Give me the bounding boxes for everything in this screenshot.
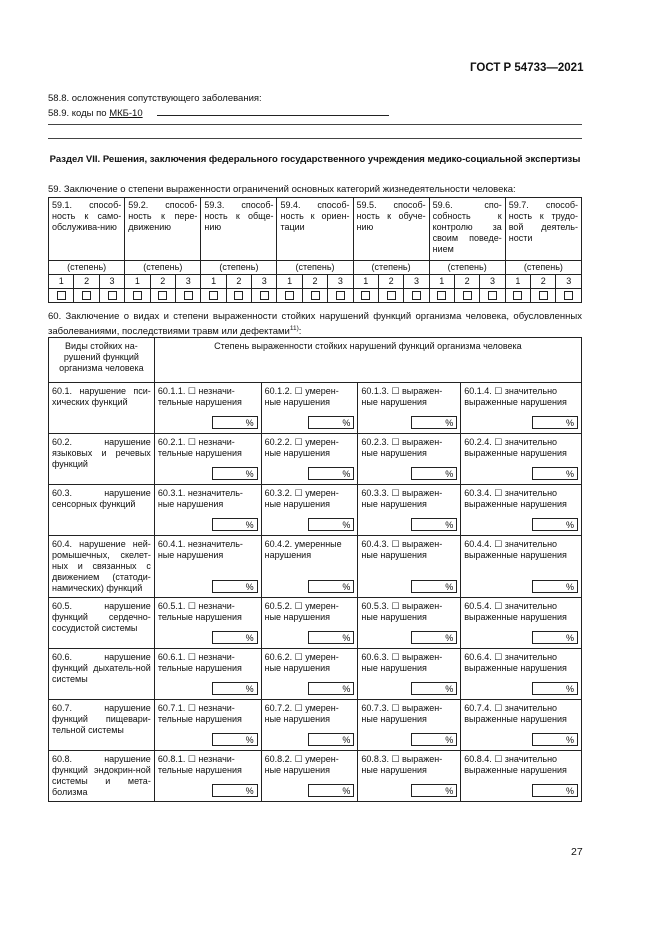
severity-option-label: 60.5.2. ☐ умерен-ные нарушения [264, 601, 339, 622]
level-checkbox-cell [176, 289, 201, 303]
question-59-text: 59. Заключение о степени выраженности ограничений основных категорий жизнедеятельности человека: [48, 184, 516, 195]
level-number: 1 [429, 275, 454, 289]
level-number: 3 [480, 275, 505, 289]
table-row [49, 485, 582, 536]
severity-option[interactable] [358, 751, 461, 802]
severity-option[interactable] [358, 383, 461, 434]
severity-option[interactable] [358, 536, 461, 598]
impairment-type: 60.3. нарушение сенсорных функций [49, 485, 155, 536]
percent-input[interactable]: % [308, 416, 354, 429]
severity-option[interactable] [461, 700, 582, 751]
checkbox-59-7-1[interactable] [513, 291, 522, 300]
checkbox-59-4-1[interactable] [285, 291, 294, 300]
percent-input[interactable]: % [532, 784, 578, 797]
question-60-colon: : [298, 326, 302, 338]
severity-option-label: 60.4.3. ☐ выражен-ные нарушения [361, 539, 443, 560]
checkbox-59-3-2[interactable] [234, 291, 243, 300]
level-number: 1 [353, 275, 378, 289]
degree-label: (степень) [201, 261, 277, 275]
severity-option-label: 60.7.4. ☐ значительно выраженные нарушения [464, 703, 567, 724]
severity-option[interactable] [261, 700, 358, 751]
percent-input[interactable]: % [411, 467, 457, 480]
level-checkbox-cell [302, 289, 327, 303]
percent-input[interactable]: % [411, 733, 457, 746]
checkbox-59-5-2[interactable] [387, 291, 396, 300]
level-number: 2 [74, 275, 99, 289]
degree-label: (степень) [353, 261, 429, 275]
level-checkbox-cell [99, 289, 124, 303]
level-number: 3 [252, 275, 277, 289]
checkbox-59-2-2[interactable] [158, 291, 167, 300]
checkbox-59-3-3[interactable] [260, 291, 269, 300]
severity-option[interactable] [261, 598, 358, 649]
level-checkbox-cell [74, 289, 99, 303]
mkb-codes-field[interactable] [157, 106, 389, 116]
severity-option-label: 60.7.3. ☐ выражен-ные нарушения [361, 703, 443, 724]
percent-input[interactable]: % [308, 631, 354, 644]
percent-input[interactable]: % [308, 733, 354, 746]
severity-option[interactable] [461, 751, 582, 802]
table-row [49, 649, 582, 700]
level-checkbox-cell [49, 289, 74, 303]
category-59-4: 59.4. способ-ность к ориен-тации [277, 198, 353, 261]
severity-option-label: 60.1.2. ☐ умерен-ные нарушения [264, 386, 339, 407]
checkbox-59-7-3[interactable] [564, 291, 573, 300]
checkbox-59-4-2[interactable] [311, 291, 320, 300]
mkb-10-link[interactable]: МКБ-10 [109, 108, 143, 119]
checkbox-59-1-2[interactable] [82, 291, 91, 300]
impairments-table [48, 337, 582, 802]
severity-option[interactable] [461, 383, 582, 434]
impairment-type: 60.8. нарушение функций эндокрин-ной системы и мета-болизма [49, 751, 155, 802]
impairment-type: 60.1. нарушение пси-хических функций [49, 383, 155, 434]
level-checkbox-cell [353, 289, 378, 303]
percent-input[interactable]: % [212, 467, 258, 480]
percent-input[interactable]: % [308, 467, 354, 480]
level-checkbox-cell [556, 289, 582, 303]
percent-input[interactable]: % [308, 580, 354, 593]
level-number: 1 [125, 275, 150, 289]
severity-option[interactable] [261, 751, 358, 802]
checkbox-59-2-3[interactable] [184, 291, 193, 300]
checkbox-59-7-2[interactable] [539, 291, 548, 300]
level-number: 3 [176, 275, 201, 289]
percent-input[interactable]: % [411, 784, 457, 797]
severity-option[interactable] [358, 598, 461, 649]
severity-option[interactable] [461, 649, 582, 700]
checkbox-59-1-3[interactable] [108, 291, 117, 300]
level-number: 2 [378, 275, 403, 289]
checkbox-59-5-1[interactable] [361, 291, 370, 300]
impairment-type: 60.6. нарушение функций дыхатель-ной системы [49, 649, 155, 700]
blank-line-1[interactable] [48, 124, 582, 125]
severity-option-label: 60.2.4. ☐ значительно выраженные нарушения [464, 437, 567, 458]
severity-option[interactable] [261, 383, 358, 434]
level-number: 2 [531, 275, 556, 289]
severity-option-label: 60.8.1. ☐ незначи-тельные нарушения [157, 754, 242, 775]
level-number: 3 [328, 275, 353, 289]
page-number: 27 [571, 846, 583, 858]
severity-option-label: 60.3.1. незначитель-ные нарушения [157, 488, 243, 509]
severity-option[interactable] [154, 536, 261, 598]
checkbox-59-6-1[interactable] [437, 291, 446, 300]
percent-input[interactable]: % [532, 631, 578, 644]
limitations-table [48, 197, 582, 303]
severity-option[interactable] [461, 485, 582, 536]
item-58-8: 58.8. осложнения сопутствующего заболевания: [48, 93, 262, 104]
severity-option-label: 60.1.1. ☐ незначи-тельные нарушения [157, 386, 242, 407]
table-row [49, 434, 582, 485]
level-checkbox-cell [505, 289, 530, 303]
percent-input[interactable]: % [411, 631, 457, 644]
level-checkbox-cell [531, 289, 556, 303]
severity-option-label: 60.4.2. умеренные нарушения [264, 539, 342, 560]
level-checkbox-cell [125, 289, 150, 303]
category-59-5: 59.5. способ-ность к обуче-нию [353, 198, 429, 261]
severity-option[interactable] [154, 598, 261, 649]
percent-input[interactable]: % [411, 416, 457, 429]
level-checkbox-cell [150, 289, 175, 303]
severity-option[interactable] [358, 485, 461, 536]
checkbox-59-2-1[interactable] [133, 291, 142, 300]
document-standard-number: ГОСТ Р 54733—2021 [470, 62, 584, 74]
table-row [49, 383, 582, 434]
severity-option-label: 60.6.1. ☐ незначи-тельные нарушения [157, 652, 242, 673]
level-number: 2 [302, 275, 327, 289]
severity-option[interactable] [154, 485, 261, 536]
severity-option[interactable] [461, 536, 582, 598]
level-number: 1 [49, 275, 74, 289]
severity-option[interactable] [261, 485, 358, 536]
severity-option[interactable] [154, 751, 261, 802]
percent-input[interactable]: % [532, 682, 578, 695]
impairment-type: 60.7. нарушение функций пищевари-тельной системы [49, 700, 155, 751]
severity-option-label: 60.8.3. ☐ выражен-ные нарушения [361, 754, 443, 775]
percent-input[interactable]: % [212, 416, 258, 429]
impairment-type: 60.4. нарушение ней-ромышечных, скелет-ных и связанных с движением (статоди-намических) функций [49, 536, 155, 598]
severity-option[interactable] [358, 434, 461, 485]
section-vii-title: Раздел VII. Решения, заключения федерального государственного учреждения медико-социальной экспертизы [49, 154, 581, 165]
severity-option[interactable] [358, 700, 461, 751]
severity-option-label: 60.8.4. ☐ значительно выраженные нарушения [464, 754, 567, 775]
severity-option-label: 60.7.1. ☐ незначи-тельные нарушения [157, 703, 242, 724]
table-row [49, 751, 582, 802]
severity-option-label: 60.6.2. ☐ умерен-ные нарушения [264, 652, 339, 673]
severity-option-label: 60.8.2. ☐ умерен-ные нарушения [264, 754, 339, 775]
level-number: 3 [404, 275, 429, 289]
severity-option[interactable] [261, 434, 358, 485]
percent-input[interactable]: % [308, 682, 354, 695]
category-59-2: 59.2. способ-ность к пере-движению [125, 198, 201, 261]
level-checkbox-cell [455, 289, 480, 303]
severity-option-label: 60.4.1. незначитель-ные нарушения [157, 539, 243, 560]
severity-option-label: 60.3.4. ☐ значительно выраженные нарушения [464, 488, 567, 509]
checkbox-59-6-3[interactable] [488, 291, 497, 300]
severity-option[interactable] [154, 649, 261, 700]
level-checkbox-cell [429, 289, 454, 303]
category-59-6: 59.6. спо-собность к контролю за своим поведе-нием [429, 198, 505, 261]
percent-input[interactable]: % [308, 518, 354, 531]
percent-input[interactable]: % [411, 580, 457, 593]
level-number: 3 [556, 275, 582, 289]
level-checkbox-cell [404, 289, 429, 303]
degree-label: (степень) [49, 261, 125, 275]
severity-option[interactable] [461, 434, 582, 485]
severity-option-label: 60.3.3. ☐ выражен-ные нарушения [361, 488, 443, 509]
checkbox-59-6-2[interactable] [463, 291, 472, 300]
severity-option-label: 60.1.4. ☐ значительно выраженные нарушения [464, 386, 567, 407]
level-checkbox-cell [277, 289, 302, 303]
degree-label: (степень) [429, 261, 505, 275]
severity-option-label: 60.5.1. ☐ незначи-тельные нарушения [157, 601, 242, 622]
severity-option[interactable] [358, 649, 461, 700]
severity-option-label: 60.2.1. ☐ незначи-тельные нарушения [157, 437, 242, 458]
level-number: 3 [99, 275, 124, 289]
percent-input[interactable]: % [411, 682, 457, 695]
table-row [49, 598, 582, 649]
severity-option-label: 60.5.4. ☐ значительно выраженные нарушения [464, 601, 567, 622]
level-number: 1 [277, 275, 302, 289]
level-number: 1 [201, 275, 226, 289]
severity-option-label: 60.7.2. ☐ умерен-ные нарушения [264, 703, 339, 724]
percent-input[interactable]: % [212, 631, 258, 644]
percent-input[interactable]: % [308, 784, 354, 797]
question-60-text [48, 311, 582, 338]
percent-input[interactable]: % [532, 580, 578, 593]
checkbox-59-4-3[interactable] [336, 291, 345, 300]
severity-option[interactable] [154, 700, 261, 751]
percent-input[interactable]: % [532, 733, 578, 746]
degree-label: (степень) [505, 261, 581, 275]
level-checkbox-cell [328, 289, 353, 303]
level-checkbox-cell [378, 289, 403, 303]
severity-option[interactable] [461, 598, 582, 649]
severity-option[interactable] [261, 649, 358, 700]
impairment-types-header: Виды стойких на-рушений функций организма человека [49, 338, 155, 383]
severity-option-label: 60.3.2. ☐ умерен-ные нарушения [264, 488, 339, 509]
severity-option[interactable] [261, 536, 358, 598]
percent-input[interactable]: % [212, 784, 258, 797]
level-number: 1 [505, 275, 530, 289]
percent-input[interactable]: % [212, 580, 258, 593]
blank-line-2[interactable] [48, 138, 582, 139]
severity-option-label: 60.1.3. ☐ выражен-ные нарушения [361, 386, 443, 407]
severity-option-label: 60.6.4. ☐ значительно выраженные нарушения [464, 652, 567, 673]
severity-option-label: 60.2.2. ☐ умерен-ные нарушения [264, 437, 339, 458]
degree-label: (степень) [125, 261, 201, 275]
percent-input[interactable]: % [532, 416, 578, 429]
footnote-marker: 11) [289, 325, 299, 332]
impairment-type: 60.5. нарушение функций сердечно-сосудистой системы [49, 598, 155, 649]
severity-option[interactable] [154, 383, 261, 434]
level-number: 2 [150, 275, 175, 289]
severity-option-label: 60.2.3. ☐ выражен-ные нарушения [361, 437, 443, 458]
question-60-body: 60. Заключение о видах и степени выраженности стойких нарушений функций организма человека, обусловленных заболеваниями, последствиями травм или дефектами [48, 311, 582, 338]
percent-input[interactable]: % [532, 467, 578, 480]
impairment-type: 60.2. нарушение языковых и речевых функций [49, 434, 155, 485]
level-number: 2 [226, 275, 251, 289]
table-row [49, 700, 582, 751]
category-59-1: 59.1. способ-ность к само-обслужива-нию [49, 198, 125, 261]
percent-input[interactable]: % [532, 518, 578, 531]
category-59-3: 59.3. способ-ность к обще-нию [201, 198, 277, 261]
percent-input[interactable]: % [212, 518, 258, 531]
degree-label: (степень) [277, 261, 353, 275]
checkbox-59-3-1[interactable] [209, 291, 218, 300]
checkbox-59-5-3[interactable] [412, 291, 421, 300]
level-checkbox-cell [226, 289, 251, 303]
severity-option-label: 60.5.3. ☐ выражен-ные нарушения [361, 601, 443, 622]
level-checkbox-cell [201, 289, 226, 303]
item-58-9-prefix: 58.9. коды по [48, 108, 110, 119]
severity-header: Степень выраженности стойких нарушений функций организма человека [154, 338, 581, 383]
severity-option-label: 60.6.3. ☐ выражен-ные нарушения [361, 652, 443, 673]
severity-option[interactable] [154, 434, 261, 485]
percent-input[interactable]: % [212, 733, 258, 746]
level-checkbox-cell [252, 289, 277, 303]
checkbox-59-1-1[interactable] [57, 291, 66, 300]
category-59-7: 59.7. способ-ность к трудо-вой деятель-ности [505, 198, 581, 261]
table-row [49, 536, 582, 598]
level-number: 2 [455, 275, 480, 289]
percent-input[interactable]: % [212, 682, 258, 695]
severity-option-label: 60.4.4. ☐ значительно выраженные нарушения [464, 539, 567, 560]
percent-input[interactable]: % [411, 518, 457, 531]
level-checkbox-cell [480, 289, 505, 303]
item-58-9 [48, 106, 389, 119]
